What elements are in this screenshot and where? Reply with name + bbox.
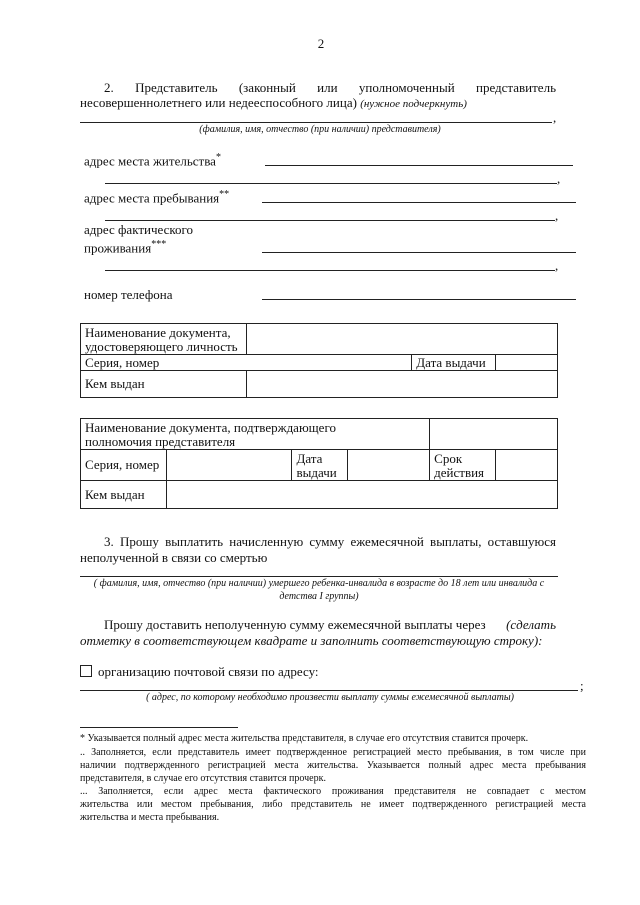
stay-label-text: адрес места пребывания	[84, 190, 220, 206]
actual-comma: ,	[555, 258, 559, 273]
id-issued-by-label: Кем выдан	[81, 371, 247, 398]
residence-label-text: адрес места жительства	[84, 153, 216, 169]
post-option[interactable]	[80, 664, 319, 679]
identity-document-table	[80, 323, 558, 398]
section2-underline-note: (нужное подчеркнуть)	[360, 98, 467, 110]
id-doc-name-label	[81, 324, 247, 355]
id-doc-name-value[interactable]	[246, 324, 557, 355]
section2-line2-text: несовершеннолетнего или недееспособного лица)	[80, 95, 357, 110]
actual-input-line-2[interactable]	[105, 270, 555, 271]
post-option-checkbox[interactable]	[80, 665, 92, 677]
deceased-caption-line1: ( фамилия, имя, отчество (при наличии) умершего ребенка-инвалида в возрасте до 18 лет или инвалида с	[93, 578, 545, 589]
id-doc-name-line2: удостоверяющего личность	[85, 339, 238, 354]
fio-comma: ,	[553, 110, 557, 125]
actual-footnote-mark: ***	[151, 239, 167, 250]
footnote-2-line1: .. Заполняется, если представитель имеет подтвержденное регистрацией место пребывания, в том числе при	[80, 747, 586, 758]
auth-issue-date-line2: выдачи	[296, 465, 337, 480]
stay-input-line-1[interactable]	[262, 202, 576, 203]
residence-footnote-mark: *	[215, 152, 221, 163]
authority-document-table	[80, 418, 558, 509]
phone-label: номер телефона	[84, 287, 173, 302]
footnote-separator	[80, 727, 238, 728]
stay-label	[84, 188, 229, 205]
id-issue-date-value[interactable]	[496, 355, 558, 371]
post-address-semicolon: ;	[580, 678, 584, 693]
auth-term-value[interactable]	[496, 450, 558, 481]
delivery-line1-text: Прошу доставить неполученную сумму ежемесячной выплаты через	[104, 617, 486, 632]
residence-input-line-2[interactable]	[105, 183, 557, 184]
stay-input-line-2[interactable]	[105, 220, 555, 221]
id-series-number-label: Серия, номер	[81, 355, 412, 371]
residence-label	[84, 151, 221, 168]
auth-term-line1: Срок	[434, 451, 463, 466]
actual-input-line-1[interactable]	[262, 252, 576, 253]
section2-line1: 2. Представитель (законный или уполномоченный представитель	[104, 80, 556, 95]
post-option-label: организацию почтовой связи по адресу:	[98, 664, 319, 679]
actual-label-2-text: проживания	[84, 240, 152, 256]
stay-comma: ,	[555, 208, 559, 223]
footnote-3-line3: жительства и места пребывания.	[80, 812, 220, 823]
id-issue-date-label: Дата выдачи	[412, 355, 496, 371]
delivery-line2: отметку в соответствующем квадрате и заполнить соответствующую строку):	[80, 633, 543, 648]
auth-issued-by-label: Кем выдан	[81, 481, 167, 509]
page-number: 2	[317, 36, 325, 51]
auth-term-label	[430, 450, 496, 481]
footnote-3-line1: ... Заполняется, если адрес места фактического проживания представителя не совпадает с местом	[80, 786, 586, 797]
id-doc-name-line1: Наименование документа,	[85, 325, 231, 340]
auth-doc-name-label	[81, 419, 430, 450]
post-address-caption: ( адрес, по которому необходимо произвести выплату суммы ежемесячной выплаты)	[146, 692, 514, 703]
actual-label-1: адрес фактического	[84, 222, 194, 237]
auth-doc-name-line2: полномочия представителя	[85, 434, 236, 449]
auth-doc-name-value[interactable]	[430, 419, 558, 450]
auth-issue-date-line1: Дата	[296, 451, 323, 466]
id-issued-by-value[interactable]	[246, 371, 557, 398]
delivery-instruction-start: (сделать	[506, 617, 556, 632]
footnote-2-line3: представителя, в случае его отсутствия ставится прочерк.	[80, 773, 326, 784]
footnote-2-line2: наличии подтвержденного регистрацией места жительства. Указывается полный адрес места пребывания	[80, 760, 586, 771]
auth-series-number-label: Серия, номер	[81, 450, 167, 481]
auth-term-line2: действия	[434, 465, 485, 480]
residence-input-line-1[interactable]	[265, 165, 573, 166]
footnote-1: * Указывается полный адрес места жительства представителя, в случае его отсутствия ставится прочерк.	[80, 733, 529, 744]
actual-label-2	[84, 238, 166, 255]
auth-issue-date-value[interactable]	[348, 450, 430, 481]
section3-line2: неполученной в связи со смертью	[80, 550, 268, 565]
deceased-caption-line2: детства I группы)	[279, 591, 359, 602]
residence-comma: ,	[557, 171, 561, 186]
auth-series-number-value[interactable]	[166, 450, 292, 481]
section2-line2	[80, 95, 560, 111]
auth-doc-name-line1: Наименование документа, подтверждающего	[85, 420, 336, 435]
footnote-3-line2: жительства или местом пребывания, либо представитель не имеет подтвержденного регистрацией места	[80, 799, 586, 810]
stay-footnote-mark: **	[219, 189, 230, 200]
fio-caption: (фамилия, имя, отчество (при наличии) представителя)	[199, 124, 441, 135]
auth-issued-by-value[interactable]	[166, 481, 557, 509]
auth-issue-date-label	[292, 450, 348, 481]
phone-input-line[interactable]	[262, 299, 576, 300]
delivery-line1	[104, 617, 556, 632]
section3-line1: 3. Прошу выплатить начисленную сумму ежемесячной выплаты, оставшуюся	[104, 534, 556, 549]
